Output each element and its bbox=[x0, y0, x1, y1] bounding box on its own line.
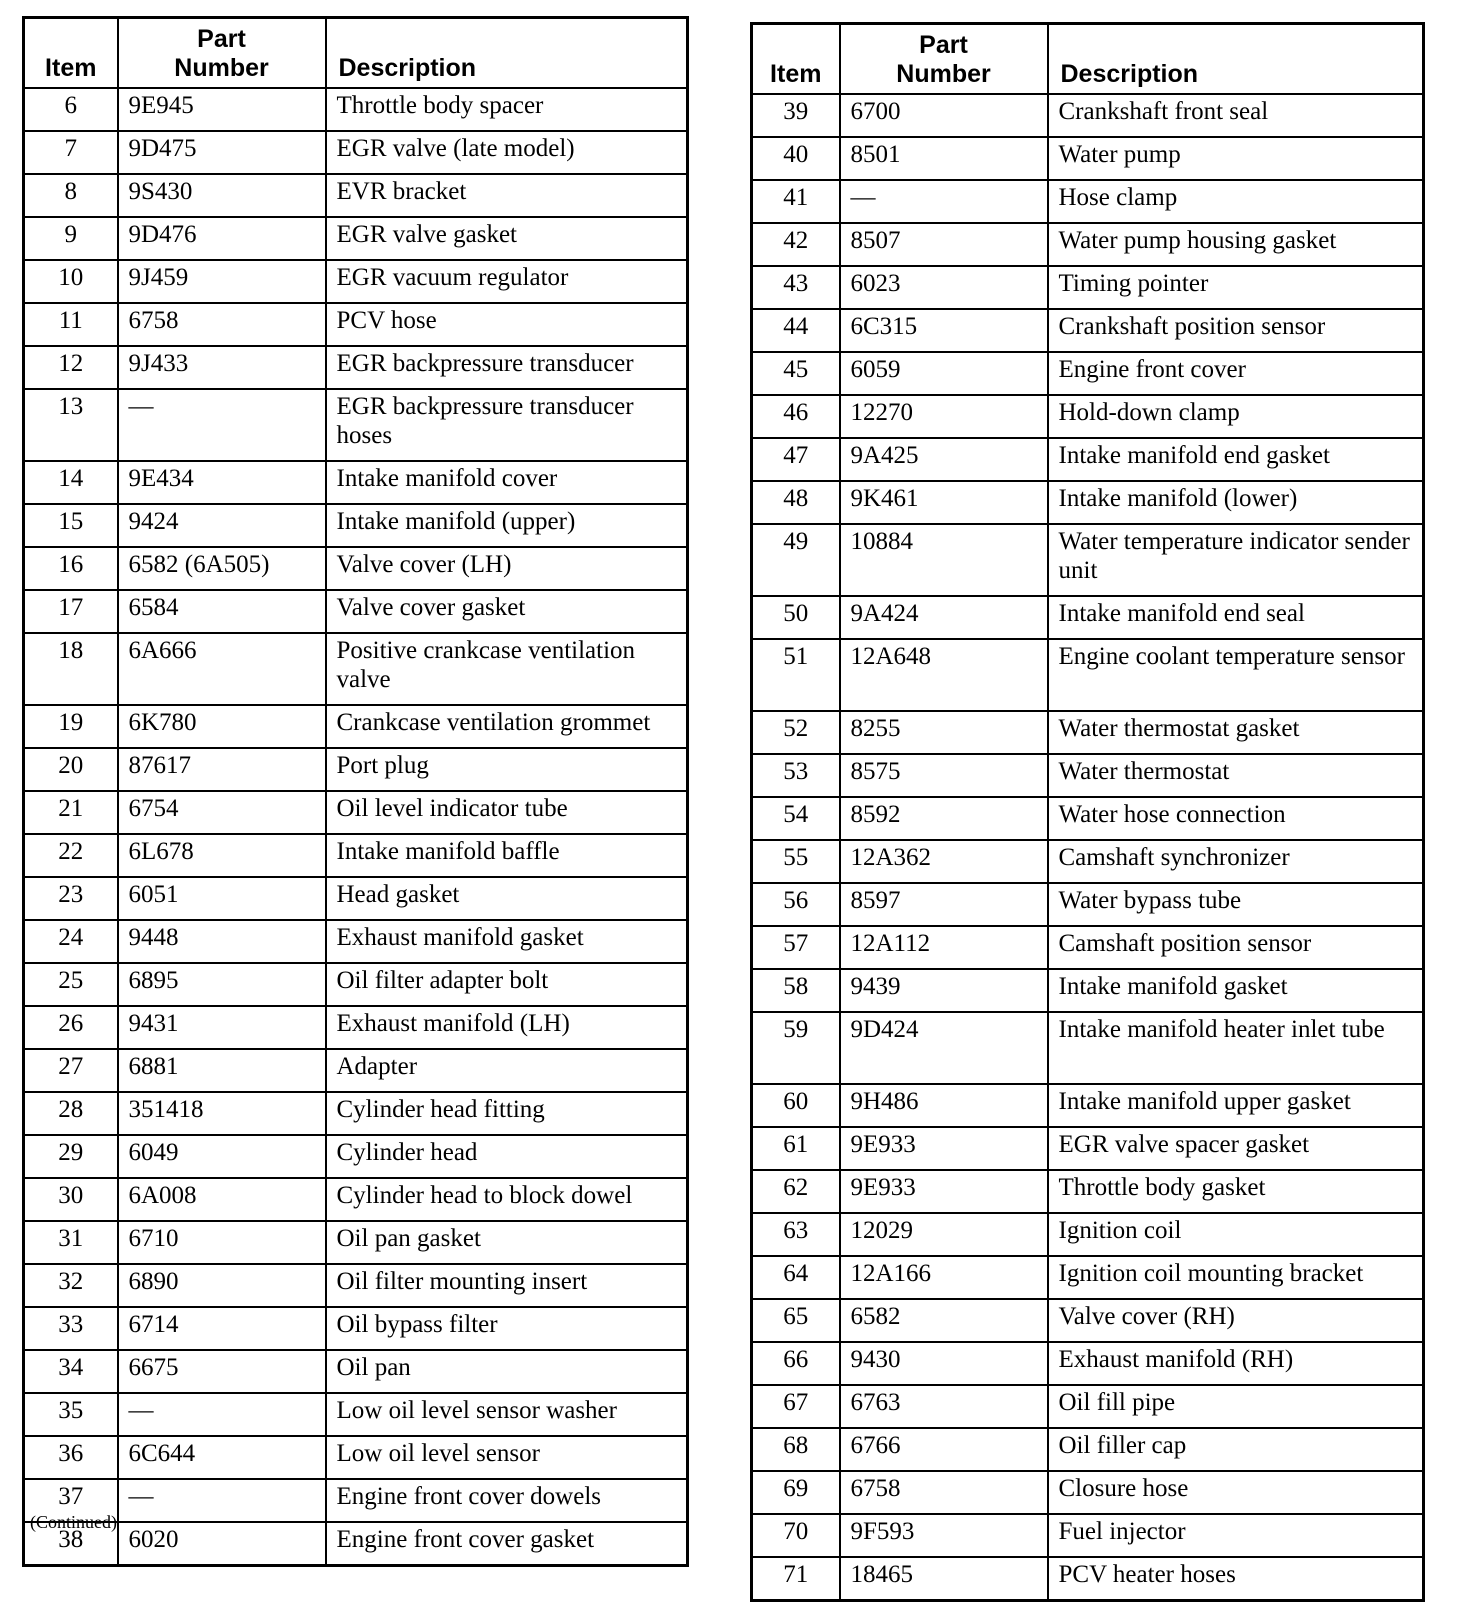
table-row bbox=[24, 1264, 688, 1307]
description-cell: Valve cover (LH) bbox=[326, 547, 688, 590]
part-number-cell: 9J433 bbox=[118, 346, 326, 389]
part-number-header-line1: Part bbox=[919, 31, 968, 59]
part-number-cell: 9J459 bbox=[118, 260, 326, 303]
part-number-cell: 87617 bbox=[118, 748, 326, 791]
part-number-cell: 9E933 bbox=[840, 1170, 1048, 1213]
part-number-cell: 6881 bbox=[118, 1049, 326, 1092]
description-cell: Low oil level sensor washer bbox=[326, 1393, 688, 1436]
description-cell: Intake manifold heater inlet tube bbox=[1048, 1012, 1424, 1084]
table-row bbox=[24, 834, 688, 877]
table-row bbox=[24, 1049, 688, 1092]
part-number-cell: 6895 bbox=[118, 963, 326, 1006]
part-number-cell: 9F593 bbox=[840, 1514, 1048, 1557]
description-cell: Oil pan gasket bbox=[326, 1221, 688, 1264]
item-cell: 48 bbox=[752, 481, 840, 524]
description-cell: Valve cover gasket bbox=[326, 590, 688, 633]
part-number-cell: — bbox=[118, 1479, 326, 1522]
item-cell: 54 bbox=[752, 797, 840, 840]
parts-table-left bbox=[22, 16, 689, 1567]
table-row bbox=[752, 840, 1424, 883]
description-cell: Oil filler cap bbox=[1048, 1428, 1424, 1471]
description-cell: Camshaft position sensor bbox=[1048, 926, 1424, 969]
description-cell: Oil fill pipe bbox=[1048, 1385, 1424, 1428]
description-cell: EGR vacuum regulator bbox=[326, 260, 688, 303]
part-number-cell: 6A008 bbox=[118, 1178, 326, 1221]
description-cell: Exhaust manifold (LH) bbox=[326, 1006, 688, 1049]
table-row bbox=[752, 352, 1424, 395]
part-number-cell: 12A362 bbox=[840, 840, 1048, 883]
part-number-cell: 6758 bbox=[840, 1471, 1048, 1514]
description-cell: Cylinder head to block dowel bbox=[326, 1178, 688, 1221]
item-cell: 56 bbox=[752, 883, 840, 926]
part-number-cell: 351418 bbox=[118, 1092, 326, 1135]
description-cell: PCV hose bbox=[326, 303, 688, 346]
table-row bbox=[752, 524, 1424, 596]
description-cell: Hose clamp bbox=[1048, 180, 1424, 223]
description-cell: Water bypass tube bbox=[1048, 883, 1424, 926]
description-cell: Low oil level sensor bbox=[326, 1436, 688, 1479]
part-number-cell: 6C644 bbox=[118, 1436, 326, 1479]
table-row bbox=[24, 1436, 688, 1479]
item-cell: 24 bbox=[24, 920, 118, 963]
item-cell: 62 bbox=[752, 1170, 840, 1213]
part-number-cell: 8501 bbox=[840, 137, 1048, 180]
table-row bbox=[752, 1170, 1424, 1213]
description-cell: Intake manifold (upper) bbox=[326, 504, 688, 547]
part-number-cell: 8507 bbox=[840, 223, 1048, 266]
description-cell: Water temperature indicator sender unit bbox=[1048, 524, 1424, 596]
item-cell: 57 bbox=[752, 926, 840, 969]
part-number-cell: 9D475 bbox=[118, 131, 326, 174]
item-cell: 61 bbox=[752, 1127, 840, 1170]
table-row bbox=[752, 309, 1424, 352]
description-cell: EGR valve gasket bbox=[326, 217, 688, 260]
table-row bbox=[752, 1557, 1424, 1601]
description-header: Description bbox=[1048, 24, 1424, 95]
part-number-cell: 6020 bbox=[118, 1522, 326, 1566]
item-cell: 30 bbox=[24, 1178, 118, 1221]
table-row bbox=[24, 346, 688, 389]
description-cell: Hold-down clamp bbox=[1048, 395, 1424, 438]
part-number-cell: 9S430 bbox=[118, 174, 326, 217]
description-cell: Oil level indicator tube bbox=[326, 791, 688, 834]
part-number-cell: 6K780 bbox=[118, 705, 326, 748]
description-cell: EVR bracket bbox=[326, 174, 688, 217]
table-row bbox=[752, 481, 1424, 524]
part-number-cell: 6758 bbox=[118, 303, 326, 346]
table-row bbox=[752, 1213, 1424, 1256]
table-row bbox=[752, 596, 1424, 639]
item-cell: 59 bbox=[752, 1012, 840, 1084]
header-row bbox=[752, 24, 1424, 95]
item-header: Item bbox=[752, 24, 840, 95]
item-cell: 19 bbox=[24, 705, 118, 748]
description-cell: Exhaust manifold gasket bbox=[326, 920, 688, 963]
table-row bbox=[24, 547, 688, 590]
item-cell: 26 bbox=[24, 1006, 118, 1049]
description-cell: Timing pointer bbox=[1048, 266, 1424, 309]
item-cell: 64 bbox=[752, 1256, 840, 1299]
table-row bbox=[24, 303, 688, 346]
description-cell: Crankshaft front seal bbox=[1048, 94, 1424, 137]
part-number-cell: 12A112 bbox=[840, 926, 1048, 969]
description-header: Description bbox=[326, 18, 688, 89]
table-row bbox=[24, 963, 688, 1006]
table-row bbox=[24, 461, 688, 504]
table-row bbox=[24, 389, 688, 461]
part-number-cell: — bbox=[118, 389, 326, 461]
item-cell: 65 bbox=[752, 1299, 840, 1342]
part-number-cell: 6766 bbox=[840, 1428, 1048, 1471]
table-row bbox=[752, 639, 1424, 711]
description-cell: Engine front cover dowels bbox=[326, 1479, 688, 1522]
part-number-cell: 6754 bbox=[118, 791, 326, 834]
part-number-cell: 8255 bbox=[840, 711, 1048, 754]
part-number-cell: 9430 bbox=[840, 1342, 1048, 1385]
table-row bbox=[24, 1393, 688, 1436]
item-cell: 70 bbox=[752, 1514, 840, 1557]
table-row bbox=[752, 180, 1424, 223]
item-cell: 33 bbox=[24, 1307, 118, 1350]
part-number-cell: 6L678 bbox=[118, 834, 326, 877]
table-row bbox=[752, 1256, 1424, 1299]
description-cell: Positive crankcase ventilation valve bbox=[326, 633, 688, 705]
description-cell: EGR backpressure transducer hoses bbox=[326, 389, 688, 461]
description-cell: Adapter bbox=[326, 1049, 688, 1092]
item-cell: 69 bbox=[752, 1471, 840, 1514]
item-cell: 29 bbox=[24, 1135, 118, 1178]
part-number-cell: 9H486 bbox=[840, 1084, 1048, 1127]
part-number-cell: 8597 bbox=[840, 883, 1048, 926]
part-number-cell: 9D424 bbox=[840, 1012, 1048, 1084]
parts-table-right-body bbox=[752, 94, 1424, 1601]
item-cell: 45 bbox=[752, 352, 840, 395]
table-row bbox=[752, 797, 1424, 840]
description-cell: EGR backpressure transducer bbox=[326, 346, 688, 389]
item-cell: 36 bbox=[24, 1436, 118, 1479]
item-cell: 47 bbox=[752, 438, 840, 481]
part-number-cell: — bbox=[840, 180, 1048, 223]
description-cell: Ignition coil mounting bracket bbox=[1048, 1256, 1424, 1299]
description-cell: EGR valve spacer gasket bbox=[1048, 1127, 1424, 1170]
table-row bbox=[752, 438, 1424, 481]
table-row bbox=[752, 266, 1424, 309]
parts-table-left-body bbox=[24, 88, 688, 1566]
description-cell: Cylinder head bbox=[326, 1135, 688, 1178]
item-cell: 12 bbox=[24, 346, 118, 389]
table-row bbox=[752, 711, 1424, 754]
item-cell: 8 bbox=[24, 174, 118, 217]
table-row bbox=[752, 1471, 1424, 1514]
item-cell: 52 bbox=[752, 711, 840, 754]
item-cell: 7 bbox=[24, 131, 118, 174]
part-number-cell: 9K461 bbox=[840, 481, 1048, 524]
table-row bbox=[752, 969, 1424, 1012]
item-cell: 17 bbox=[24, 590, 118, 633]
table-row bbox=[24, 174, 688, 217]
part-number-cell: 9E933 bbox=[840, 1127, 1048, 1170]
part-number-cell: 6049 bbox=[118, 1135, 326, 1178]
description-cell: Intake manifold cover bbox=[326, 461, 688, 504]
table-row bbox=[752, 1514, 1424, 1557]
item-cell: 18 bbox=[24, 633, 118, 705]
part-number-cell: 6582 bbox=[840, 1299, 1048, 1342]
table-row bbox=[24, 590, 688, 633]
description-cell: Engine front cover bbox=[1048, 352, 1424, 395]
item-cell: 31 bbox=[24, 1221, 118, 1264]
description-cell: Cylinder head fitting bbox=[326, 1092, 688, 1135]
table-row bbox=[752, 926, 1424, 969]
part-number-cell: 12029 bbox=[840, 1213, 1048, 1256]
table-row bbox=[752, 94, 1424, 137]
part-number-cell: 9E945 bbox=[118, 88, 326, 131]
item-cell: 55 bbox=[752, 840, 840, 883]
part-number-cell: 8592 bbox=[840, 797, 1048, 840]
description-cell: Intake manifold baffle bbox=[326, 834, 688, 877]
item-cell: 27 bbox=[24, 1049, 118, 1092]
item-cell: 20 bbox=[24, 748, 118, 791]
item-cell: 68 bbox=[752, 1428, 840, 1471]
item-cell: 10 bbox=[24, 260, 118, 303]
table-row bbox=[752, 1127, 1424, 1170]
table-row bbox=[24, 260, 688, 303]
item-cell: 42 bbox=[752, 223, 840, 266]
table-row bbox=[24, 1092, 688, 1135]
table-row bbox=[752, 223, 1424, 266]
item-cell: 16 bbox=[24, 547, 118, 590]
table-row bbox=[24, 633, 688, 705]
description-cell: Fuel injector bbox=[1048, 1514, 1424, 1557]
part-number-header-line2: Number bbox=[896, 60, 991, 88]
item-cell: 50 bbox=[752, 596, 840, 639]
part-number-cell: 12A648 bbox=[840, 639, 1048, 711]
part-number-cell: 6A666 bbox=[118, 633, 326, 705]
part-number-cell: 9A424 bbox=[840, 596, 1048, 639]
part-number-cell: 9424 bbox=[118, 504, 326, 547]
part-number-cell: 6051 bbox=[118, 877, 326, 920]
item-cell: 28 bbox=[24, 1092, 118, 1135]
description-cell: Crankshaft position sensor bbox=[1048, 309, 1424, 352]
table-row bbox=[24, 1350, 688, 1393]
description-cell: Oil filter adapter bolt bbox=[326, 963, 688, 1006]
part-number-cell: 6582 (6A505) bbox=[118, 547, 326, 590]
description-cell: Oil pan bbox=[326, 1350, 688, 1393]
item-cell: 14 bbox=[24, 461, 118, 504]
description-cell: Closure hose bbox=[1048, 1471, 1424, 1514]
item-cell: 37 bbox=[24, 1479, 118, 1522]
description-cell: Head gasket bbox=[326, 877, 688, 920]
item-cell: 34 bbox=[24, 1350, 118, 1393]
table-row bbox=[24, 88, 688, 131]
table-row bbox=[752, 1428, 1424, 1471]
item-cell: 43 bbox=[752, 266, 840, 309]
header-row bbox=[24, 18, 688, 89]
table-row bbox=[752, 395, 1424, 438]
item-cell: 53 bbox=[752, 754, 840, 797]
table-row bbox=[24, 1479, 688, 1522]
description-cell: EGR valve (late model) bbox=[326, 131, 688, 174]
item-cell: 11 bbox=[24, 303, 118, 346]
table-row bbox=[24, 748, 688, 791]
part-number-cell: — bbox=[118, 1393, 326, 1436]
table-row bbox=[24, 1307, 688, 1350]
part-number-cell: 9431 bbox=[118, 1006, 326, 1049]
item-cell: 49 bbox=[752, 524, 840, 596]
part-number-cell: 6C315 bbox=[840, 309, 1048, 352]
description-cell: Intake manifold end gasket bbox=[1048, 438, 1424, 481]
table-row bbox=[24, 1221, 688, 1264]
table-row bbox=[24, 705, 688, 748]
description-cell: Oil filter mounting insert bbox=[326, 1264, 688, 1307]
table-row bbox=[24, 1135, 688, 1178]
table-row bbox=[24, 217, 688, 260]
table-row bbox=[24, 131, 688, 174]
part-number-cell: 6714 bbox=[118, 1307, 326, 1350]
item-cell: 41 bbox=[752, 180, 840, 223]
part-number-header bbox=[118, 18, 326, 89]
item-cell: 15 bbox=[24, 504, 118, 547]
description-cell: Throttle body gasket bbox=[1048, 1170, 1424, 1213]
description-cell: Exhaust manifold (RH) bbox=[1048, 1342, 1424, 1385]
item-cell: 67 bbox=[752, 1385, 840, 1428]
description-cell: Camshaft synchronizer bbox=[1048, 840, 1424, 883]
table-row bbox=[752, 754, 1424, 797]
item-cell: 6 bbox=[24, 88, 118, 131]
part-number-cell: 9E434 bbox=[118, 461, 326, 504]
description-cell: Port plug bbox=[326, 748, 688, 791]
item-cell: 63 bbox=[752, 1213, 840, 1256]
part-number-cell: 9D476 bbox=[118, 217, 326, 260]
description-cell: Intake manifold upper gasket bbox=[1048, 1084, 1424, 1127]
item-cell: 44 bbox=[752, 309, 840, 352]
table-row bbox=[24, 1522, 688, 1566]
item-cell: 38 bbox=[24, 1522, 118, 1566]
description-cell: Throttle body spacer bbox=[326, 88, 688, 131]
table-row bbox=[24, 920, 688, 963]
table-row bbox=[752, 1385, 1424, 1428]
table-row bbox=[24, 1006, 688, 1049]
part-number-header-line1: Part bbox=[197, 25, 246, 53]
item-cell: 25 bbox=[24, 963, 118, 1006]
item-header: Item bbox=[24, 18, 118, 89]
item-cell: 23 bbox=[24, 877, 118, 920]
part-number-cell: 6700 bbox=[840, 94, 1048, 137]
table-row bbox=[24, 791, 688, 834]
part-number-cell: 6763 bbox=[840, 1385, 1048, 1428]
description-cell: Crankcase ventilation grommet bbox=[326, 705, 688, 748]
description-cell: Intake manifold gasket bbox=[1048, 969, 1424, 1012]
item-cell: 71 bbox=[752, 1557, 840, 1601]
description-cell: Water hose connection bbox=[1048, 797, 1424, 840]
description-cell: Ignition coil bbox=[1048, 1213, 1424, 1256]
description-cell: Water pump housing gasket bbox=[1048, 223, 1424, 266]
part-number-cell: 9A425 bbox=[840, 438, 1048, 481]
part-number-cell: 6059 bbox=[840, 352, 1048, 395]
table-row bbox=[24, 877, 688, 920]
continued-note: (Continued) bbox=[30, 1512, 117, 1532]
part-number-cell: 12A166 bbox=[840, 1256, 1048, 1299]
description-cell: Water pump bbox=[1048, 137, 1424, 180]
description-cell: Water thermostat gasket bbox=[1048, 711, 1424, 754]
item-cell: 32 bbox=[24, 1264, 118, 1307]
description-cell: Intake manifold (lower) bbox=[1048, 481, 1424, 524]
description-cell: Oil bypass filter bbox=[326, 1307, 688, 1350]
description-cell: Water thermostat bbox=[1048, 754, 1424, 797]
part-number-header-line2: Number bbox=[174, 54, 269, 82]
part-number-cell: 18465 bbox=[840, 1557, 1048, 1601]
part-number-cell: 9448 bbox=[118, 920, 326, 963]
item-cell: 39 bbox=[752, 94, 840, 137]
description-cell: PCV heater hoses bbox=[1048, 1557, 1424, 1601]
part-number-header bbox=[840, 24, 1048, 95]
description-cell: Valve cover (RH) bbox=[1048, 1299, 1424, 1342]
table-row bbox=[24, 1178, 688, 1221]
item-cell: 21 bbox=[24, 791, 118, 834]
description-cell: Intake manifold end seal bbox=[1048, 596, 1424, 639]
part-number-cell: 12270 bbox=[840, 395, 1048, 438]
item-cell: 58 bbox=[752, 969, 840, 1012]
item-cell: 35 bbox=[24, 1393, 118, 1436]
table-row bbox=[752, 1012, 1424, 1084]
item-cell: 51 bbox=[752, 639, 840, 711]
item-cell: 46 bbox=[752, 395, 840, 438]
table-row bbox=[752, 1299, 1424, 1342]
part-number-cell: 6890 bbox=[118, 1264, 326, 1307]
part-number-cell: 6023 bbox=[840, 266, 1048, 309]
table-row bbox=[752, 137, 1424, 180]
item-cell: 66 bbox=[752, 1342, 840, 1385]
item-cell: 60 bbox=[752, 1084, 840, 1127]
part-number-cell: 8575 bbox=[840, 754, 1048, 797]
part-number-cell: 9439 bbox=[840, 969, 1048, 1012]
parts-table-right bbox=[750, 22, 1425, 1602]
table-row bbox=[752, 1084, 1424, 1127]
item-cell: 13 bbox=[24, 389, 118, 461]
part-number-cell: 10884 bbox=[840, 524, 1048, 596]
table-row bbox=[752, 1342, 1424, 1385]
item-cell: 9 bbox=[24, 217, 118, 260]
item-cell: 22 bbox=[24, 834, 118, 877]
part-number-cell: 6710 bbox=[118, 1221, 326, 1264]
part-number-cell: 6584 bbox=[118, 590, 326, 633]
item-cell: 40 bbox=[752, 137, 840, 180]
table-row bbox=[752, 883, 1424, 926]
part-number-cell: 6675 bbox=[118, 1350, 326, 1393]
table-row bbox=[24, 504, 688, 547]
description-cell: Engine coolant temperature sensor bbox=[1048, 639, 1424, 711]
description-cell: Engine front cover gasket bbox=[326, 1522, 688, 1566]
